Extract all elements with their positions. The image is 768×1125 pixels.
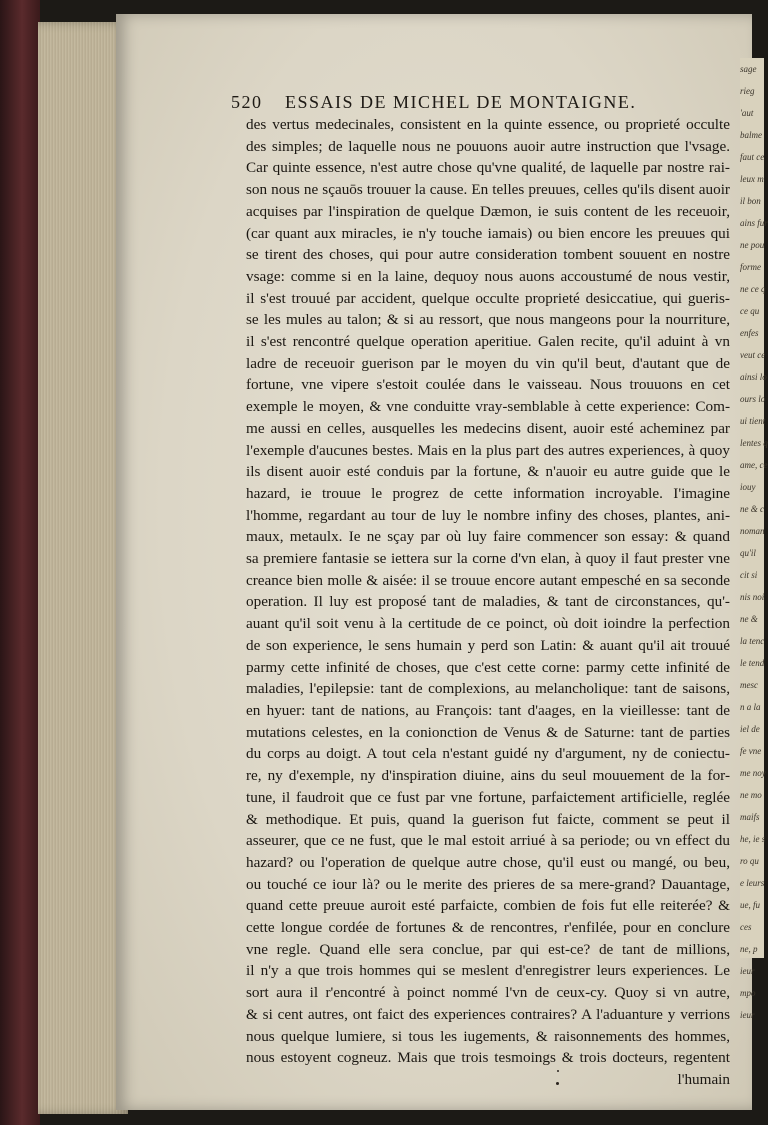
text-line: des vertus medecinales, consistent en la quinte essence, ou proprieté occulte bbox=[246, 116, 730, 133]
facing-page-fragment: ieur bbox=[740, 966, 755, 976]
facing-page-fragment: lentes q bbox=[740, 438, 768, 448]
facing-page-fragment: noman bbox=[740, 526, 765, 536]
facing-page-fragment: ours lo bbox=[740, 394, 766, 404]
facing-page-fragment: 'aut bbox=[740, 108, 754, 118]
text-line: cette longue cordée de fortunes & de rencontres, r'enfilée, pour en conclure bbox=[246, 919, 730, 937]
facing-page-fragment: iouy bbox=[740, 482, 756, 492]
text-line: Car quinte essence, n'est autre chose qu'vne qualité, de laquelle par nostre rai- bbox=[246, 159, 730, 177]
text-line: l'exemple d'aucunes bestes. Mais en la plus part des autres experiences, à quoy bbox=[246, 441, 730, 459]
text-line: me aussi en celles, ausquelles les medecins disent, auoir esté acheminez par bbox=[246, 419, 730, 437]
book-cover-edge bbox=[0, 0, 40, 1125]
text-line: maladies, l'epilepsie: tant de complexions, au melancholique: tant de saisons, bbox=[246, 680, 730, 698]
facing-page-fragment: qu'il bbox=[740, 548, 756, 558]
facing-page-fragment: ne mo bbox=[740, 790, 762, 800]
facing-page-fragment: ne & bbox=[740, 614, 758, 624]
facing-page-fragment: leux m bbox=[740, 174, 764, 184]
facing-page-fragment: il bon bbox=[740, 196, 761, 206]
facing-page-fragment: ieur bbox=[740, 1010, 755, 1020]
text-line: asseurer, que ce ne fust, que le mal estoit arriué à sa periode; ou vn effect du bbox=[246, 832, 730, 850]
facing-page-fragment: forme bbox=[740, 262, 761, 272]
text-line: nous quelque lumiere, si tous les iugements, & raisonnements des hommes, bbox=[246, 1027, 730, 1045]
text-line: se les mules au talon; & si au ressort, que nous mangeons pour la nourriture, bbox=[246, 311, 730, 329]
text-line: fortune, vne vipere s'estoit coulée dans le vaisseau. Nous trouuons en cet bbox=[246, 376, 730, 394]
facing-page-fragment: sage bbox=[740, 64, 757, 74]
text-line: nous estoyent cogneuz. Mais que trois tesmoings & trois docteurs, regentent bbox=[246, 1049, 730, 1067]
facing-page-fragment: fe vne bbox=[740, 746, 762, 756]
facing-page-fragment: me noy bbox=[740, 768, 766, 778]
text-line: ils disent auoir esté conduis par la fortune, & n'auoir eu autre guide que le bbox=[246, 463, 730, 481]
text-line: des simples; de laquelle nous ne pouuons auoir autre instruction que l'vsage. bbox=[246, 137, 730, 155]
running-title: ESSAIS DE MICHEL DE MONTAIGNE. bbox=[285, 92, 637, 112]
facing-page-fragment: ame, ce bbox=[740, 460, 768, 470]
facing-page-fragment: enfes bbox=[740, 328, 759, 338]
facing-page-fragment: cit si bbox=[740, 570, 758, 580]
text-line: tune, il faudroit que ce fust par vne fortune, parfaictement artificielle, reglée bbox=[246, 788, 730, 806]
text-line: re, ny d'exemple, ny d'inspiration diuine, ains du seul mouuement de la for- bbox=[246, 767, 730, 785]
text-line: hazard? ou l'operation de quelque autre chose, qu'il eust ou mangé, ou beu, bbox=[246, 853, 730, 871]
facing-page-fragment: balme bbox=[740, 130, 762, 140]
text-line: mutations celestes, en la conionction de Venus & de Saturne: tant de parties bbox=[246, 723, 730, 741]
text-line: il s'est rencontré quelque operation aperitiue. Galen recite, qu'il aduint à vn bbox=[246, 333, 730, 351]
text-line: creance bien molle & aisée: il se trouue encore autant empesché en sa seconde bbox=[246, 571, 730, 589]
facing-page-fragment: ue, fu bbox=[740, 900, 760, 910]
facing-page-fragment: ne ce q bbox=[740, 284, 766, 294]
facing-page-fragment: e leurs bbox=[740, 878, 765, 888]
text-line: de son experience, le sens humain y perd son Latin: & auant qu'il ait trouué bbox=[246, 636, 730, 654]
facing-page-fragment: faut ce bbox=[740, 152, 765, 162]
facing-page-fragment: he, ie s bbox=[740, 834, 766, 844]
facing-page-fragment: ne pou bbox=[740, 240, 765, 250]
text-line: operation. Il luy est proposé tant de maladies, & tant de circonstances, qu'- bbox=[246, 593, 730, 611]
facing-page-fragment: ui tient bbox=[740, 416, 766, 426]
text-line: quand cette preuue auroit esté parfaicte, combien de fois fut elle reiterée? & bbox=[246, 897, 730, 915]
text-line: du corps au doigt. A tout cela n'estant guidé ny d'argument, ny de coniectu- bbox=[246, 745, 730, 763]
text-line: son nous ne sçauōs trouuer la cause. En telles preuues, celles qu'ils disent auoir bbox=[246, 181, 730, 199]
text-line: sort aura il r'encontré à poinct nommé l'vn de ceux-cy. Quoy si vn autre, bbox=[246, 984, 730, 1002]
text-line: en hyuer: tant de nations, au François: tant d'aages, en la vieillesse: tant de bbox=[246, 701, 730, 719]
facing-page-fragment: le tend bbox=[740, 658, 765, 668]
text-line: & si cent autres, ont faict des experiences contraires? A l'aduanture y verrions bbox=[246, 1005, 730, 1023]
facing-page-fragment: nis noi bbox=[740, 592, 765, 602]
text-line: maux, metaulx. Ie ne sçay par où luy faire commencer son essay: & quand bbox=[246, 528, 730, 546]
text-line: sa premiere fantasie se iettera sur la corne d'vn elan, à quoy il faut prester vne bbox=[246, 550, 730, 568]
text-line: vne regle. Quand elle sera conclue, par qui est-ce? de tant de millions, bbox=[246, 940, 730, 958]
text-line: vsage: comme si en la laine, dequoy nous auons accoustumé de nous vestir, bbox=[246, 267, 730, 285]
facing-page-fragment: mpo bbox=[740, 988, 756, 998]
text-line: ou touché ce iour là? ou le merite des prieres de sa mere-grand? Dauantage, bbox=[246, 875, 730, 893]
text-line: (car quant aux miracles, ie n'y touche iamais) ou bien encore les preuues qui bbox=[246, 224, 730, 242]
facing-page-fragment: n a la bbox=[740, 702, 761, 712]
ink-speck bbox=[557, 1070, 559, 1072]
text-line: auant qu'il soit venu à la certitude de ce poinct, où doit ioindre la perfection bbox=[246, 615, 730, 633]
facing-page-fragment: rieg bbox=[740, 86, 755, 96]
facing-page-fragment: mesc bbox=[740, 680, 758, 690]
page-number: 520 bbox=[231, 92, 263, 112]
facing-page-fragment: veut ce bbox=[740, 350, 766, 360]
text-line: il s'est trouué par accident, quelque occulte proprieté desiccatiue, qui gueris- bbox=[246, 289, 730, 307]
text-line: & methodique. Et puis, quand la guerison fut faicte, comment se peut il bbox=[246, 810, 730, 828]
facing-page-fragment: ne & c bbox=[740, 504, 764, 514]
text-line: l'homme, regardant au tour de luy le nombre infiny des choses, plantes, ani- bbox=[246, 506, 730, 524]
text-line: il n'y a que trois hommes qui se meslent d'enregistrer leurs experiences. Le bbox=[246, 962, 730, 980]
facing-page-fragment: ains fur bbox=[740, 218, 768, 228]
ink-speck bbox=[556, 1082, 559, 1085]
text-line: ladre de receuoir guerison par le moyen du vin qu'il beut, d'autant que de bbox=[246, 354, 730, 372]
facing-page-fragment: ro qu bbox=[740, 856, 759, 866]
text-line: hazard, ie trouue le progrez de cette information incroyable. I'imagine bbox=[246, 484, 730, 502]
facing-page-fragment: ainsi lo bbox=[740, 372, 767, 382]
text-line: l'humain bbox=[677, 1070, 730, 1088]
facing-page-fragment: la tenc bbox=[740, 636, 765, 646]
facing-page-fragment: ne, p bbox=[740, 944, 758, 954]
text-line: se tirent des choses, qui pour autre consideration tombent souuent en nostre bbox=[246, 246, 730, 264]
facing-page-fragment: maifs bbox=[740, 812, 760, 822]
body-text bbox=[246, 114, 730, 1091]
facing-page-fragment: ces bbox=[740, 922, 752, 932]
facing-page-fragment: iel de bbox=[740, 724, 760, 734]
facing-page-fragment: ce qu bbox=[740, 306, 760, 316]
text-line: parmy cette infinité de choses, que c'est cette corne: parmy cette infinité de bbox=[246, 658, 730, 676]
text-line: acquises par l'inspiration de quelque Dæmon, ie suis content de les receuoir, bbox=[246, 202, 730, 220]
text-line: exemple le moyen, & vne conduitte vray-semblable à cette experience: Com- bbox=[246, 398, 730, 416]
facing-page-strip bbox=[740, 58, 768, 1020]
running-head bbox=[231, 92, 671, 116]
page-edges bbox=[38, 22, 128, 1114]
